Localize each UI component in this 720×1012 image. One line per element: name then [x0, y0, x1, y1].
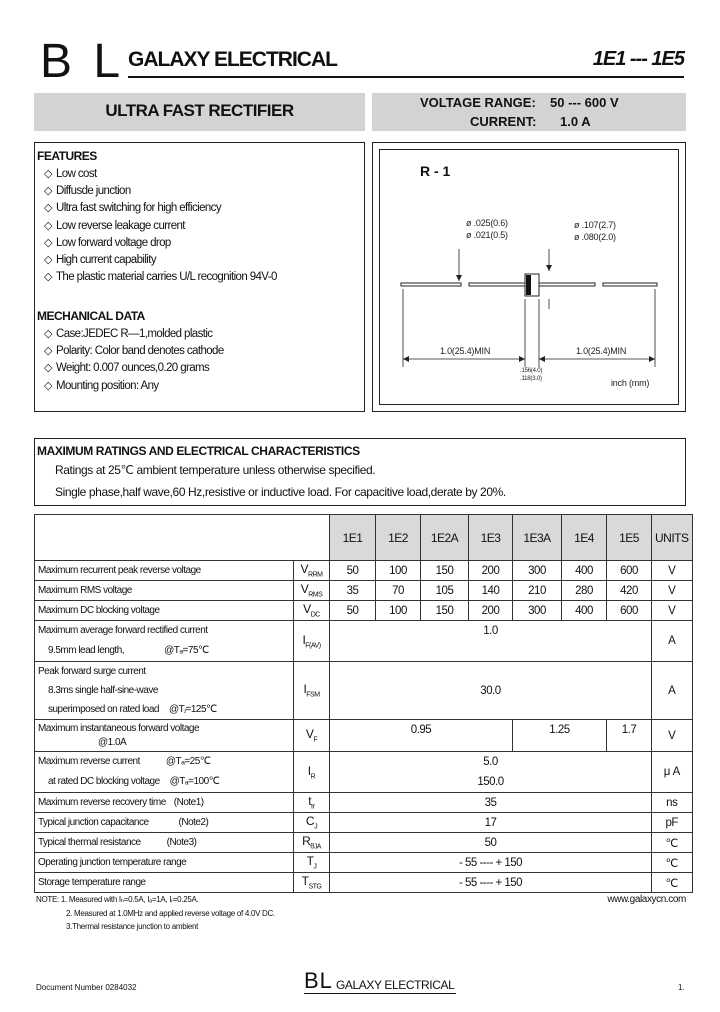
col-header: UNITS — [652, 515, 693, 561]
right-lead-wire — [603, 283, 657, 286]
mechanical-item: ◇ Weight: 0.007 ounces,0.20 grams — [44, 362, 210, 374]
value-cell: 400 — [562, 601, 607, 621]
param-cell: Maximum reverse current @Tₐ=25℃ at rated DC blocking voltage @Tₐ=100℃ — [35, 752, 294, 793]
mechanical-item: ◇ Polarity: Color band denotes cathode — [44, 345, 224, 357]
param-cell: Maximum reverse recovery time (Note1) — [35, 793, 294, 813]
value-cell: - 55 ---- + 150 — [330, 873, 652, 893]
value-cell: 150 — [421, 601, 469, 621]
unit-cell: pF — [652, 813, 693, 833]
unit-cell: V — [652, 581, 693, 601]
ratings-condition-2: Single phase,half wave,60 Hz,resistive or inductive load. For capacitive load,derate by 20%. — [55, 485, 506, 499]
param-cell: Typical thermal resistance (Note3) — [35, 833, 294, 853]
left-lead-wire-inner — [469, 283, 525, 286]
param-cell: Maximum recurrent peak reverse voltage — [35, 561, 294, 581]
company-name: GALAXY ELECTRICAL — [128, 48, 337, 71]
unit-cell: V — [652, 601, 693, 621]
diamond-bullet-icon: ◇ — [44, 345, 52, 357]
table-row — [35, 833, 693, 853]
unit-cell: ns — [652, 793, 693, 813]
table-row — [35, 621, 693, 662]
unit-cell: ℃ — [652, 853, 693, 873]
table-row — [35, 662, 693, 720]
mechanical-item: ◇ Mounting position: Any — [44, 380, 159, 392]
symbol-cell: $I_R$ — [294, 752, 330, 793]
value-cell: 210 — [513, 581, 562, 601]
table-row — [35, 793, 693, 813]
symbol-cell: $R_{\theta JA}$ — [294, 833, 330, 853]
header-divider — [128, 76, 684, 78]
col-header: 1E4 — [562, 515, 607, 561]
value-cell: 50 — [330, 833, 652, 853]
footer-company-name: GALAXY ELECTRICAL — [336, 978, 455, 992]
diode-outline-drawing — [379, 149, 679, 405]
current-label: CURRENT: — [470, 114, 537, 129]
page-number: 1. — [678, 983, 685, 992]
part-number-range: 1E1 --- 1E5 — [592, 48, 684, 70]
body-length-min: .118(3.0) — [520, 376, 542, 382]
voltage-range-label: VOLTAGE RANGE: — [420, 95, 536, 110]
unit-cell: A — [652, 621, 693, 662]
left-lead-wire — [401, 283, 461, 286]
param-cell: Typical junction capacitance (Note2) — [35, 813, 294, 833]
symbol-cell: $T_J$ — [294, 853, 330, 873]
feature-item: ◇ Diffusde junction — [44, 185, 131, 197]
electrical-characteristics-table — [34, 514, 693, 893]
diamond-bullet-icon: ◇ — [44, 254, 52, 266]
feature-item: ◇ Low cost — [44, 168, 97, 180]
feature-item: ◇ Low reverse leakage current — [44, 220, 185, 232]
symbol-cell: $t_{rr}$ — [294, 793, 330, 813]
table-row — [35, 581, 693, 601]
unit-cell: V — [652, 720, 693, 752]
param-cell: Maximum DC blocking voltage — [35, 601, 294, 621]
value-cell: 35 — [330, 793, 652, 813]
value-cell: 35 — [330, 581, 376, 601]
features-heading: FEATURES — [37, 149, 97, 163]
param-cell: Operating junction temperature range — [35, 853, 294, 873]
lead-diameter-min: ø .021(0.5) — [466, 230, 508, 240]
col-header: 1E2A — [421, 515, 469, 561]
unit-cell: ℃ — [652, 873, 693, 893]
right-lead-length: 1.0(25.4)MIN — [576, 346, 627, 356]
voltage-range-value: 50 --- 600 V — [550, 95, 619, 110]
col-header: 1E2 — [376, 515, 421, 561]
unit-cell: A — [652, 662, 693, 720]
table-row — [35, 601, 693, 621]
value-cell: 100 — [376, 601, 421, 621]
param-cell: Maximum average forward rectified current 9.5mm lead length, @Tₐ=75℃ — [35, 621, 294, 662]
value-cell: 420 — [607, 581, 652, 601]
diamond-bullet-icon: ◇ — [44, 237, 52, 249]
symbol-cell: $V_{RMS}$ — [294, 581, 330, 601]
value-cell: 300 — [513, 601, 562, 621]
table-row — [35, 720, 693, 752]
table-row — [35, 561, 693, 581]
package-name: R - 1 — [420, 163, 451, 179]
unit-cell: ℃ — [652, 833, 693, 853]
left-lead-length: 1.0(25.4)MIN — [440, 346, 491, 356]
symbol-cell: $T_{STG}$ — [294, 873, 330, 893]
value-cell: 0.95 — [330, 720, 513, 752]
param-cell: Maximum instantaneous forward voltage @1.0A — [35, 720, 294, 752]
value-cell: 105 — [421, 581, 469, 601]
header-blank — [35, 515, 330, 561]
diamond-bullet-icon: ◇ — [44, 271, 52, 283]
note-3: 3.Thermal resistance junction to ambient — [66, 922, 199, 931]
document-number: Document Number 0284032 — [36, 983, 137, 992]
company-logo: B L — [40, 35, 125, 88]
value-cell: 50 — [330, 561, 376, 581]
col-header: 1E5 — [607, 515, 652, 561]
value-cell: 70 — [376, 581, 421, 601]
cathode-band — [526, 275, 531, 295]
ratings-table-wrap — [34, 514, 693, 893]
table-row — [35, 873, 693, 893]
feature-item: ◇ Low forward voltage drop — [44, 237, 171, 249]
feature-item: ◇ Ultra fast switching for high efficiency — [44, 202, 221, 214]
value-cell: 150 — [421, 561, 469, 581]
table-header-row — [35, 515, 693, 561]
value-cell: 140 — [469, 581, 513, 601]
value-cell: 100 — [376, 561, 421, 581]
value-cell: 1.7 — [607, 720, 652, 752]
mechanical-data-heading: MECHANICAL DATA — [37, 309, 145, 323]
value-cell: 1.0 — [330, 621, 652, 662]
lead-diameter-max: ø .025(0.6) — [466, 218, 508, 228]
col-header: 1E1 — [330, 515, 376, 561]
diamond-bullet-icon: ◇ — [44, 362, 52, 374]
symbol-cell: $C_J$ — [294, 813, 330, 833]
diamond-bullet-icon: ◇ — [44, 220, 52, 232]
note-2: 2. Measured at 1.0MHz and applied reverse voltage of 4.0V DC. — [66, 909, 275, 918]
table-row — [35, 813, 693, 833]
diamond-bullet-icon: ◇ — [44, 328, 52, 340]
table-row — [35, 853, 693, 873]
col-header: 1E3A — [513, 515, 562, 561]
right-lead-wire-inner — [539, 283, 595, 286]
units-note: inch (mm) — [611, 378, 650, 388]
value-cell: 1.25 — [513, 720, 607, 752]
value-cell: 400 — [562, 561, 607, 581]
diamond-bullet-icon: ◇ — [44, 168, 52, 180]
param-cell: Maximum RMS voltage — [35, 581, 294, 601]
mechanical-item: ◇ Case:JEDEC R—1,molded plastic — [44, 328, 213, 340]
value-cell: 200 — [469, 561, 513, 581]
body-length-max: .156(4.0) — [520, 368, 543, 374]
body-diameter-max: ø .107(2.7) — [574, 220, 616, 230]
value-cell: 280 — [562, 581, 607, 601]
product-title: ULTRA FAST RECTIFIER — [105, 101, 294, 120]
symbol-cell: $I_{F(AV)}$ — [294, 621, 330, 662]
diamond-bullet-icon: ◇ — [44, 185, 52, 197]
symbol-cell: $V_{DC}$ — [294, 601, 330, 621]
note-1: NOTE: 1. Measured with Iₕ=0.5A, Iₐ=1A, Iᵣ=0.25A. — [36, 895, 199, 904]
diamond-bullet-icon: ◇ — [44, 202, 52, 214]
value-cell: 17 — [330, 813, 652, 833]
value-cell: - 55 ---- + 150 — [330, 853, 652, 873]
symbol-cell: $I_{FSM}$ — [294, 662, 330, 720]
value-cell: 300 — [513, 561, 562, 581]
ratings-heading: MAXIMUM RATINGS AND ELECTRICAL CHARACTERISTICS — [37, 444, 360, 458]
symbol-cell: $V_F$ — [294, 720, 330, 752]
value-cell: 30.0 — [330, 662, 652, 720]
body-diameter-min: ø .080(2.0) — [574, 232, 616, 242]
value-cell: 50 — [330, 601, 376, 621]
unit-cell: V — [652, 561, 693, 581]
ratings-condition-1: Ratings at 25℃ ambient temperature unless otherwise specified. — [55, 463, 376, 477]
feature-item: ◇ High current capability — [44, 254, 156, 266]
symbol-cell: $V_{RRM}$ — [294, 561, 330, 581]
value-cell: 600 — [607, 601, 652, 621]
col-header: 1E3 — [469, 515, 513, 561]
feature-item: ◇ The plastic material carries U/L recognition 94V-0 — [44, 271, 277, 283]
footer-logo: BL — [304, 968, 333, 993]
current-value: 1.0 A — [560, 114, 591, 129]
value-cell: 600 — [607, 561, 652, 581]
diamond-bullet-icon: ◇ — [44, 380, 52, 392]
table-row — [35, 752, 693, 793]
website-link[interactable]: www.galaxycn.com — [607, 894, 686, 905]
value-cell: 5.0 150.0 — [330, 752, 652, 793]
value-cell: 200 — [469, 601, 513, 621]
footer-divider — [304, 993, 456, 994]
param-cell: Peak forward surge current 8.3ms single half-sine-wave superimposed on rated load @Tⱼ=125℃ — [35, 662, 294, 720]
unit-cell: μ A — [652, 752, 693, 793]
param-cell: Storage temperature range — [35, 873, 294, 893]
